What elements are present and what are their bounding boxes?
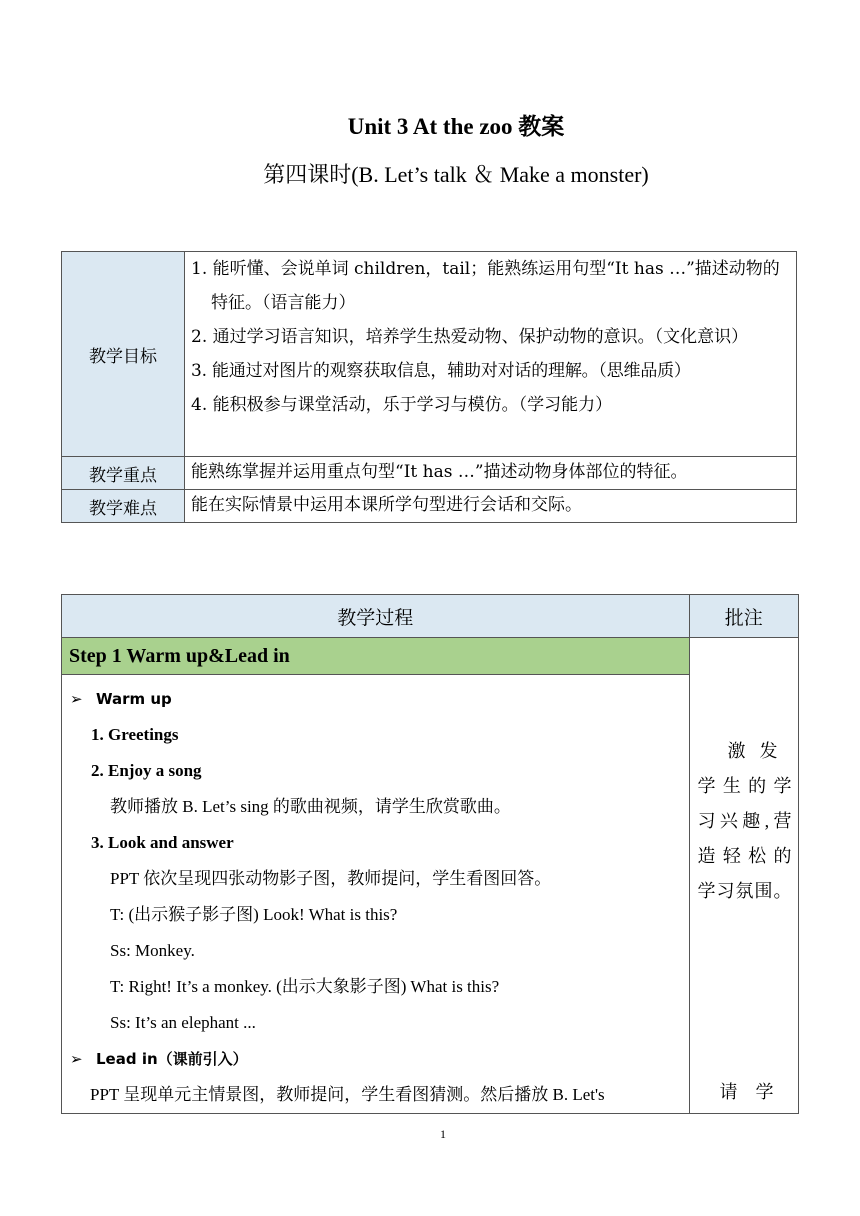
leadin-text: PPT 呈现单元主情景图，教师提问，学生看图猜测。然后播放 B. Let's: [90, 1085, 605, 1104]
key-text: 能熟练掌握并运用重点句型“It has …”描述动物身体部位的特征。: [185, 457, 797, 490]
dialog-line-3: T: Right! It’s a monkey. (出示大象影子图) What is this?: [110, 977, 500, 996]
item-song: 2. Enjoy a song: [91, 761, 202, 780]
difficult-text: 能在实际情景中运用本课所学句型进行会话和交际。: [185, 490, 797, 523]
objectives-table: [61, 251, 797, 523]
note-1-line-4: 造轻松的: [697, 846, 792, 866]
step1-content: [62, 675, 690, 1114]
note-2: 请学: [719, 1082, 792, 1102]
document-title: Unit 3 At the zoo 教案: [347, 114, 565, 139]
step1-title: Step 1 Warm up&Lead in: [62, 638, 690, 675]
arrow-bullet-icon: ➢: [70, 690, 83, 708]
item-look: 3. Look and answer: [91, 833, 234, 852]
goal-3: 3. 能通过对图片的观察获取信息，辅助对对话的理解。（思维品质）: [191, 361, 691, 381]
key-label: 教学重点: [62, 457, 185, 490]
notes-header: 批注: [689, 595, 798, 638]
dialog-line-1: T: (出示猴子影子图) Look! What is this?: [110, 905, 398, 924]
goal-2: 2. 通过学习语言知识，培养学生热爱动物、保护动物的意识。（文化意识）: [191, 327, 749, 347]
process-table: [61, 594, 799, 1114]
notes-cell: [689, 638, 798, 1114]
note-1-line-5: 学习氛围。: [697, 881, 792, 901]
warmup-heading: ➢ Warm up: [62, 681, 689, 717]
note-1-line-2: 学生的学: [697, 776, 792, 796]
document-subtitle: 第四课时(B. Let’s talk ＆ Make a monster): [263, 162, 649, 187]
leadin-heading: ➢ Lead in（课前引入）: [62, 1041, 689, 1077]
process-header: 教学过程: [62, 595, 690, 638]
difficult-label: 教学难点: [62, 490, 185, 523]
goals-label: 教学目标: [62, 252, 185, 457]
item-greetings: 1. Greetings: [91, 725, 179, 744]
item-song-text: 教师播放 B. Let’s sing 的歌曲视频，请学生欣赏歌曲。: [110, 797, 511, 816]
page-number: 1: [440, 1127, 446, 1141]
note-1: [698, 734, 792, 909]
goal-4: 4. 能积极参与课堂活动，乐于学习与模仿。（学习能力）: [191, 395, 613, 415]
arrow-bullet-icon: ➢: [70, 1050, 83, 1068]
note-1-line-3: 习兴趣,营: [697, 811, 792, 831]
dialog-line-2: Ss: Monkey.: [110, 941, 195, 960]
item-look-text: PPT 依次呈现四张动物影子图，教师提问，学生看图回答。: [110, 869, 552, 888]
dialog-line-4: Ss: It’s an elephant ...: [110, 1013, 256, 1032]
goal-1: 1. 能听懂、会说单词 children，tail；能熟练运用句型“It has …”描述动物的特征。（语言能力）: [191, 259, 780, 313]
note-1-line-1: 激发: [727, 741, 792, 761]
goals-cell: [185, 252, 797, 457]
